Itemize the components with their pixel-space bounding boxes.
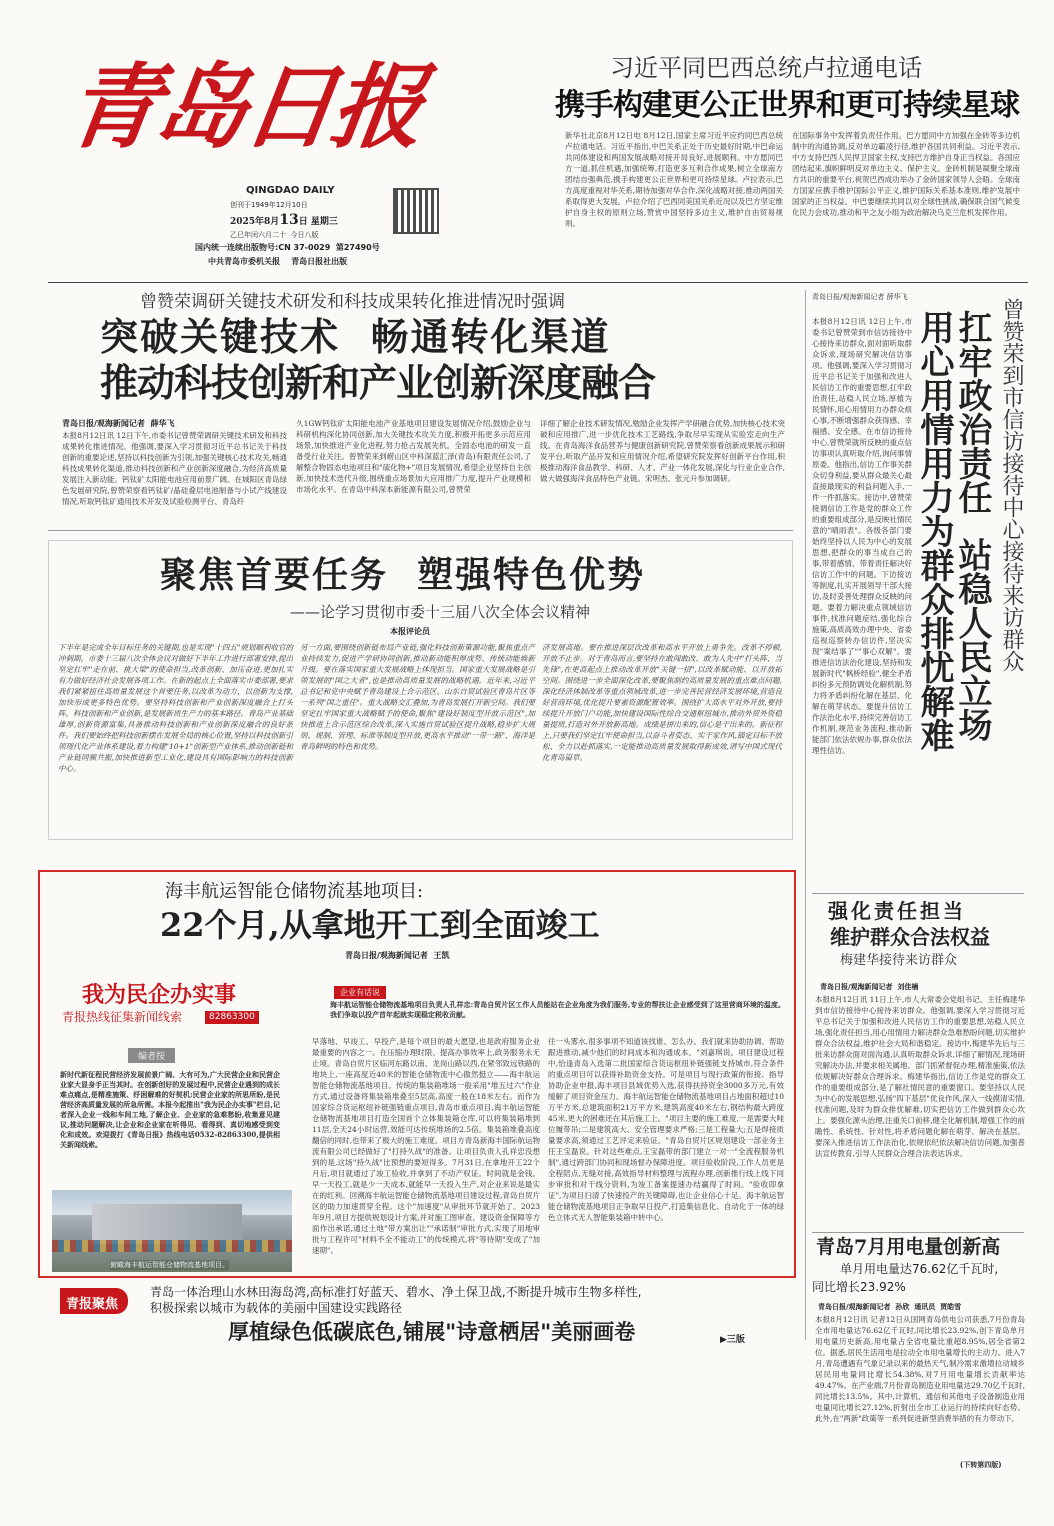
sidebar-divider <box>805 290 806 1340</box>
story2-column-2: 另一方面,要围绕创新链布局产业链,强化科技创新策源功能,聚焦重点产业持续发力,促进产学研协同创新,推动新动能积厚成势、传统动能焕新升级。要在落实国家重大发展战略上体现担当。国家重大发展战略是引领发展的"国之大者",也是推动高质量发展的战略机遇。近年来,习近平总书记和党中央赋予青岛建设上合示范区、山东自贸试验区青岛片区等一系列"国之重任"。重大战略交汇叠加,为青岛发展打开新空间。我们要坚定扛牢国家重大战略赋予的使命,聚焦"建设好制度型开放示范区",加快推进上合示范区综合改革,深入实施自贸试验区提升战略,稳步扩大规则、规制、管理、标准等制度型开放,更高水平推动"一带一路"、海洋是青岛鲜明的特色和优势。 <box>300 643 535 751</box>
lead-column-1: 新华社北京8月12日电 8月12日,国家主席习近平应约同巴西总统卢拉通电话。习近平指出,中巴关系正处于历史最好时期,中巴命运共同体建设和两国发展战略对接开局良好,进展顺利。中方愿同巴方一道,抓住机遇,加强统筹,打造更多互利合作成果,树立全球南方团结自强典范,携手构建更公正世界和更可持续星球。卢拉表示,巴方高度重视对华关系,期待加强对华合作,深化战略对接,推动两国关系取得更大发展。卢拉介绍了巴西同美国关系近况以及巴方坚定维护自身主权的原则立场,赞赏中国坚持多边主义,维护自由贸易规则。 <box>565 131 783 228</box>
sidebar2-headline-1: 强化责任担当 <box>828 899 966 923</box>
lead-column-2: 在国际事务中发挥着负责任作用。巴方愿同中方加强在金砖等多边机制中的沟通协调,反对单边霸凌行径,维护各国共同利益。习近平表示,中方支持巴西人民捍卫国家主权,支持巴方维护自身正当权益。各国应团结起来,旗帜鲜明反对单边主义、保护主义。金砖机制是凝聚全球南方共识的重要平台,祝贺巴西成功举办了金砖国家领导人会晤。全球南方国家应携手维护国际公平正义,维护国际关系基本准则,维护发展中国家的正当权益。中巴要继续共同以对全球性挑战,确保联合国气候变化民力会成功,推动和平之友小组为政治解决乌克兰危机发挥作用。 <box>792 131 1020 217</box>
divider <box>812 1232 1024 1233</box>
warehouse-building <box>92 1204 242 1244</box>
date-weekday: 日 星期三 <box>298 217 338 227</box>
sidebar1-headline-big-1: 扛牢政治责任 站稳人民立场 <box>952 310 992 742</box>
sidebar2-subhead: 梅建华接待来访群众 <box>840 953 958 968</box>
sidebar2-byline: 青岛日报/观海新闻记者 刘佳楠 <box>820 983 919 991</box>
story3-headline: 22个月,从拿地开工到全面竣工 <box>160 906 600 944</box>
sidebar1-body: 本报8月12日讯 12日上午,市委书记曾赞荣到市信访接待中心接待来访群众,面对面听取群众诉求,现场研究解决信访事项。他强调,要深入学习贯彻习近平总书记关于加强和改进人民信访工作的重要思想,扛牢政治责任,站稳人民立场,厚植为民情怀,用心用情用力办群众烦心事,不断增强群众获得感、幸福感、安全感。在市信访接待中心,曾赞荣就所反映的重点信访事项认真听取介绍,询问事情原委。他指出,信访工作事关群众切身利益,要从群众最关心最直接最现实的利益问题入手,一件一件抓落实。接访中,曾赞荣接调信访工作是党的群众工作的重要组成部分,是反映社情民意的"晴雨表"。各级各部门要始终坚持以人民为中心的发展思想,把群众的事当成自己的事,带着感情、带着责任解决好信访工作中的问题。下访接访等制度,扎实开展领导干部大接访,及时妥善处理群众反映的问题。要着力解决重点领域信访事件,找准问题症结,强化综合施策,高质高效办理中央、省委巡视巡察转办信访件,坚决实现"案结事了""事心双解"。要推进信访法治化建设,坚持和发展新时代"枫桥经验",健全矛盾纠纷多元预防调处化解机制,努力将矛盾纠纷化解在基层、化解在萌芽状态。要提升信访工作法治化水平,持续完善信访工作机制,规范业务流程,推动新能部门依法依规办事,群众依法理性信访。 <box>812 317 912 755</box>
date-month: 2025年8月 <box>230 217 280 227</box>
masthead-founded: 创刊于1949年12月10日 <box>230 201 308 209</box>
date-day: 13 <box>279 212 299 228</box>
story2-subhead: ——论学习贯彻市委十三届八次全体会议精神 <box>290 603 591 621</box>
story2-column-1: 下半年是完成全年目标任务的关键期,也是实现"十四五"规划顺利收官的冲刺期。市委十三届八次全体会议对做好下半年工作进行部署安排,提出坚定扛牢"走在前、挑大梁"的使命担当,改革创新、加压奋进,更加扎实有力做好经济社会发展各项工作。在新的起点上全面落实市委部署,要求我们紧紧扭住高质量发展这个首要任务,以改革为动力、以创新为支撑,加快形成更多特色优势。要坚持科技创新和产业创新深度融合上打头阵。科技创新和产业创新,是发展新质生产力的基本路径。青岛产业基础雄厚,创新资源富集,具备推动科技创新和产业创新深度融合的良好条件。我们要始终把科技创新摆在发展全局的核心位置,坚持以科技创新引领现代化产业体系建设,着力构建"10+1"创新型产业体系,推动创新链和产业链同频共振,加快推进新型工业化,建设具有国际影响力的科技创新中心。 <box>58 643 293 773</box>
teaser-headline[interactable]: 厚植绿色低碳底色,铺展"诗意栖居"美丽画卷 <box>228 1319 636 1344</box>
story1-column-2: 久1GW钙钛矿太阳能电池产业基地项目建设发展情况介绍,鼓励企业与科研机构深化协同创新,加大关键技术攻关力度,积极开拓更多示范应用场景,加快推进产业化进程,努力抢占发展先机。全固态电池的研发一直备受行业关注。曾赞荣来到崂山区中科深蓝汇泽(青岛)有限责任公司,了解整合物固态电池项目和"硫化物+"项目发展情况,希望企业坚持自主创新,加快技术迭代升级,围绕重点场景加大应用推广力度,提升产业规模和市场化水平。在青岛中科深本新能源有限公司,曾赞荣 <box>296 419 531 494</box>
teaser-line-1: 青岛一体治理山水林田海岛湾,高标准打好蓝天、碧水、净土保卫战,不断提升城市生物多样性, <box>150 1285 642 1299</box>
masthead-date <box>230 212 338 228</box>
sidebar3-headline: 青岛7月用电量创新高 <box>816 1236 1001 1258</box>
column-logo <box>60 975 280 1033</box>
teaser-tag <box>60 1288 128 1314</box>
story3-column-1: 早落地、早竣工、早投产,是每个项目的最大愿望,也是政府服务企业最重要的内容之一。在压缩办理时限、提高办事效率上,政务服务永无止境。青岛自贸片区临河东路以南、龙岗山路以西,在紧邻致远铁路的地块上,一座高度近40米的智能仓储物流中心傲然挺立——海丰航运智能仓储物流基地项目。传统的集装箱堆场一般采用"堆五过六"作业方式,通过设备将集装箱堆叠至5层高,高度一般在18米左右。而作为国家综合货运枢纽补链强链重点项目,青岛市重点项目,海丰航运智能仓储物流基地项目打造全国首个立体集装箱仓库,可以将集装箱堆到11层,全天24小时运营,效能可达传统堆场的2.5倍。集装箱堆叠高度翻倍的同时,也带来了极大的施工难度。项目方青岛新海丰国际航运物流有限公司已经做好了"打持久战"的准备。让项目负责人孔祥忠没想到的是,这场"持久战"比预想的要短得多。7月31日,在拿地开工22个月后,项目就通过了竣工验收,并拿到了不动产权证。时间就是金钱。早一天投工,就是少一天成本,就能早一天投入生产,对企业来说是最实在的红利。回溯海丰航运智能仓储物流基地项目建设过程,青岛自贸片区的助力加速贯穿全程。这个"加速度"从审批环节就开始了。2023年9月,项目方提供规划设计方案,并对施工图审查、建设资金保障等方面作出承诺,通过土地"带方案出让""承诺制"审批方式,实现了用地审批与工程许可"材料不全不能动工"的传统模式,将"等待期"变成了"加速期"。 <box>312 1037 540 1255</box>
story3-kicker: 海丰航运智能仓储物流基地项目: <box>165 881 424 902</box>
teaser-page-ref[interactable]: ▶三版 <box>720 1335 745 1345</box>
story1-column-1: 本报8月12日讯 12日下午,市委书记曾赞荣调研关键技术研发和科技成果转化推进情况。他强调,要深入学习贯彻习近平总书记关于科技创新的重要论述,坚持以科技创新为引领,加强关键核心技术攻关,畅通科技成果转化渠道,推动科技创新和产业创新深度融合,为经济高质量发展注入新动能。钙钛矿太阳能电池应用前景广阔。在城阳区青岛绿色发展研究院,曾赞荣察看钙钛矿/晶硅叠层电池制备与小试产线建设情况,听取钙钛矿通用技术开发及试验检测平台、青岛纤 <box>62 431 287 506</box>
story2-headline: 聚焦首要任务 塑强特色优势 <box>160 554 646 596</box>
masthead-logo: 青岛日报 <box>60 53 428 161</box>
divider <box>48 282 1028 283</box>
container-stacks <box>52 1240 292 1252</box>
story3-photo-caption: 俯瞰海丰航运智能仓储物流基地项目。 <box>110 1261 229 1269</box>
lead-kicker: 习近平同巴西总统卢拉通电话 <box>610 54 922 82</box>
story1-headline-2: 推动科技创新和产业创新深度融合 <box>100 360 656 405</box>
sidebar1-body-continued <box>812 690 1022 890</box>
story3-byline: 青岛日报/观海新闻记者 王凯 <box>345 951 450 960</box>
column-logo-sub: 青报热线征集新闻线索 <box>62 1010 183 1024</box>
masthead-publisher: 中共青岛市委机关报 青岛日报社出版 <box>208 257 348 266</box>
teaser-line-2: 积极探索以城市为载体的美丽中国建设实践路径 <box>150 1301 403 1315</box>
lead-headline: 携手构建更公正世界和更可持续星球 <box>555 88 1019 123</box>
story1-headline-1: 突破关键技术 畅通转化渠道 <box>100 314 611 359</box>
divider <box>812 893 1024 894</box>
sidebar1-headline-big-2: 用心用情用力为群众排忧解难 <box>914 310 954 752</box>
sidebar3-continued[interactable]: (下转第四版) <box>960 1461 1002 1469</box>
story1-column-3: 详细了解企业技术研发情况,勉励企业发挥产学研融合优势,加快核心技术突破和应用推广,进一步优化技术工艺路线,争取尽早实现从实验室走向生产线。在青岛海洋食品营养与健康创新研究院,曾赞荣察看创新成果展示和研发平台,听取产品开发和应用情况介绍,希望研究院发挥好创新平台作用,积极推动海洋食品教学、科研、人才、产业一体化发展,深化与行业企业合作,做大做强海洋食品特色产业链。宋明杰、张元升参加调研。 <box>540 419 785 483</box>
sidebar2-body: 本报8月12日讯 11日上午,市人大常委会党组书记、主任梅建华到市信访接待中心接待来访群众。他强调,要深入学习贯彻习近平总书记关于加强和改进人民信访工作的重要思想,站稳人民立场,强化责任担当,用心用情用力解决群众急难愁盼问题,切实维护群众合法权益,维护社会大局和谐稳定。接访中,梅建华先后与三批来访群众面对面沟通,认真听取群众诉求,详细了解情况,现场研究解决办法,并要求相关属地、部门抓紧督促办理,精准施策,依法依规解决好群众合理诉求。梅建华指出,信访工作是党的群众工作的重要组成部分,是了解社情民意的重要窗口。要坚持以人民为中心的发展思想,弘扬"四下基层"优良作风,深入一线摸清实情,找准问题,及时为群众排忧解难,切实把信访工作做到群众心坎上。要强化源头治理,注重关口前移,健全化解机制,增强工作的前瞻性、系统性、针对性,将矛盾问题化解在萌芽、解决在基层。要深入推进信访工作法治化,依规依纪依法解决信访问题,加强普法宣传教育,引导人民群众合理合法表达诉求。 <box>815 995 1025 1158</box>
column-logo-title: 我为民企办实事 <box>82 982 237 1008</box>
sidebar3-body: 本报8月12日讯 记者12日从国网青岛供电公司获悉,7月份青岛全市用电量达76.62亿千瓦时,同比增长23.92%,创下青岛单月用电量历史新高,用电量占全省电量比重超8.95%,居全省第2位。据悉,居民生活用电是拉动全市用电量增长的主动力。进入7月,青岛遭遇有气象记录以来的最热天气,制冷需求激增拉动城乡居民用电量同比增长54.38%,对7月用电量增长贡献率达49.47%。在产业端,7月份青岛制造业用电量达29.70亿千瓦时,同比增长13.5%。其中,计算机、通信和其他电子设备制造业用电量同比增长27.12%,折射出全市工业运行的持续向好态势。此外,在"两新"政策等一系列促进新型消费举措的有力带动下, <box>815 1315 1025 1423</box>
sidebar3-subhead-1: 单月用电量达76.62亿千瓦时, <box>840 1262 999 1276</box>
column-logo-phone: 82863300 <box>205 1011 259 1024</box>
masthead-serial-line: 国内统一连续出版物号:CN 37-0029 第27490号 <box>195 243 380 252</box>
story1-byline: 青岛日报/观海新闻记者 薛华飞 <box>62 419 175 428</box>
comment-tag: 企业有话说 <box>334 986 386 999</box>
story2-column-3: 济发展高地。要在推进深层次改革和高水平开放上勇争先。改革不停顿,开放不止步。对于青岛而言,要坚持在敢闯敢改、敢为人先中"打头阵、当先锋",在更高起点上推动改革开放"关键一招",以改革赋动能、以开放拓空间。围绕进一步全面深化改革,要聚焦制约高质量发展的重点难点问题,深化经济体制改革等重点领域改革,进一步完善民营经济发展环境,营造良好营商环境,优化提升要素资源配置效率。围绕扩大高水平对外开放,要持续提升开放门户功能,加快建设国际性综合交通枢纽城市,推动外贸外资稳量提质,打造对外开放新高地。成绩是拼出来的,信心是干出来的。新征程上,只要我们坚定扛牢使命担当,以奋斗者姿态、实干家作风,锚定目标不放松、全力以赴抓落实,一定能推动高质量发展取得新成效,谱写中国式现代化青岛篇章。 <box>542 643 782 762</box>
editor-note-label: 编者按 <box>128 1048 175 1063</box>
divider <box>48 530 793 531</box>
sidebar1-headline: 曾赞荣到市信访接待中心接待来访群众 <box>999 298 1024 672</box>
story3-column-2: 往一头雾水,很多事项不知道该找谁、怎么办。我们就来协助协调、帮助跟进推动,减少他们的时间成本和沟通成本。"刘嘉琪说。项目建设过程中,恰逢青岛入选第二批国家综合货运枢纽补链强链支持城市,符合条件的重点项目可以获得补助资金支持。可是项目与现行政策的衔接、指导协助企业申报,海丰项目县域优势入选,获得扶持资金3000多万元,有效缓解了项目资金压力。海丰航运智能仓储物流基地项目占地面积超过10万平方米,总建筑面积21万平方米,建筑高度40米左右,钢结构最大跨度45米,更大的困难还在其后施工上。"项目主要的施工难度,一是需要大吨位履带吊;二是建筑高大、安全管理要求严格;三是工程量大;五是焊接质量要求高,须通过工艺评定来验证。"青岛自贸片区规划建设一部业务主任王宝磊说。针对这些难点,王宝磊带的部门建立一对一"全流程服务机制",通过跨部门协同和现场督办保障进度。项目验收阶段,工作人员更是全程陪点,无缝对接,高效指导材料整理与流程办理,创新推行线上线下同步审批和对干线分资料,为竣工备案提速办结赢得了时间。"验收即拿证",为项目扫清了快速投产的关键障碍,也让企业信心十足。海丰航运智能仓储物流基地项目正争取早日投产,打造集信息化、自动化于一体的绿色立体式无人智能集装箱中转中心。 <box>548 1037 784 1222</box>
comment-box: 海丰航运智能仓储物流基地项目负责人孔祥忠:青岛自贸片区工作人员能站在企业角度为我们服务,专业的帮扶让企业感受到了这里营商环境的温度。我们争取以投产首年起就实现稳定税收贡献。 <box>330 1000 785 1019</box>
masthead-pinyin: QINGDAO DAILY <box>246 185 335 196</box>
masthead-qr <box>393 188 439 234</box>
story1-kicker: 曾赞荣调研关键技术研发和科技成果转化推进情况时强调 <box>140 292 565 312</box>
sidebar3-subhead-2: 同比增长23.92% <box>812 1280 906 1294</box>
sidebar2-headline-2: 维护群众合法权益 <box>830 925 990 949</box>
teaser-tag-label: 青报聚焦 <box>66 1297 119 1312</box>
editor-note: 新时代新征程民营经济发展前景广阔、大有可为,广大民营企业和民营企业家大显身手正当其时。在创新创好的发展过程中,民营企业遇到的成长难点痛点,是精准施策、纾困解难的好契机;民营企业家的所思所盼,是民营经济高质量发展的所急所需。本报今起推出"我为民企办实事"栏目,记者深入企业一线和车间工地,了解企业、企业家的急难愁盼,收集意见建议,推动问题解决,让企业和企业家在听得见、看得到、真切地感受到变化和成效。欢迎拨打《青岛日报》热线电话0532-82863300,提供相关新闻线索。 <box>60 1070 280 1149</box>
sidebar1-byline: 青岛日报/观海新闻记者 薛华飞 <box>812 293 908 301</box>
story2-byline: 本报评论员 <box>390 627 430 636</box>
masthead-lunar: 乙巳年闰六月二十 今日八版 <box>230 231 319 239</box>
sidebar3-byline: 青岛日报/观海新闻记者 孙欣 通讯员 贾皓雪 <box>818 1303 962 1311</box>
